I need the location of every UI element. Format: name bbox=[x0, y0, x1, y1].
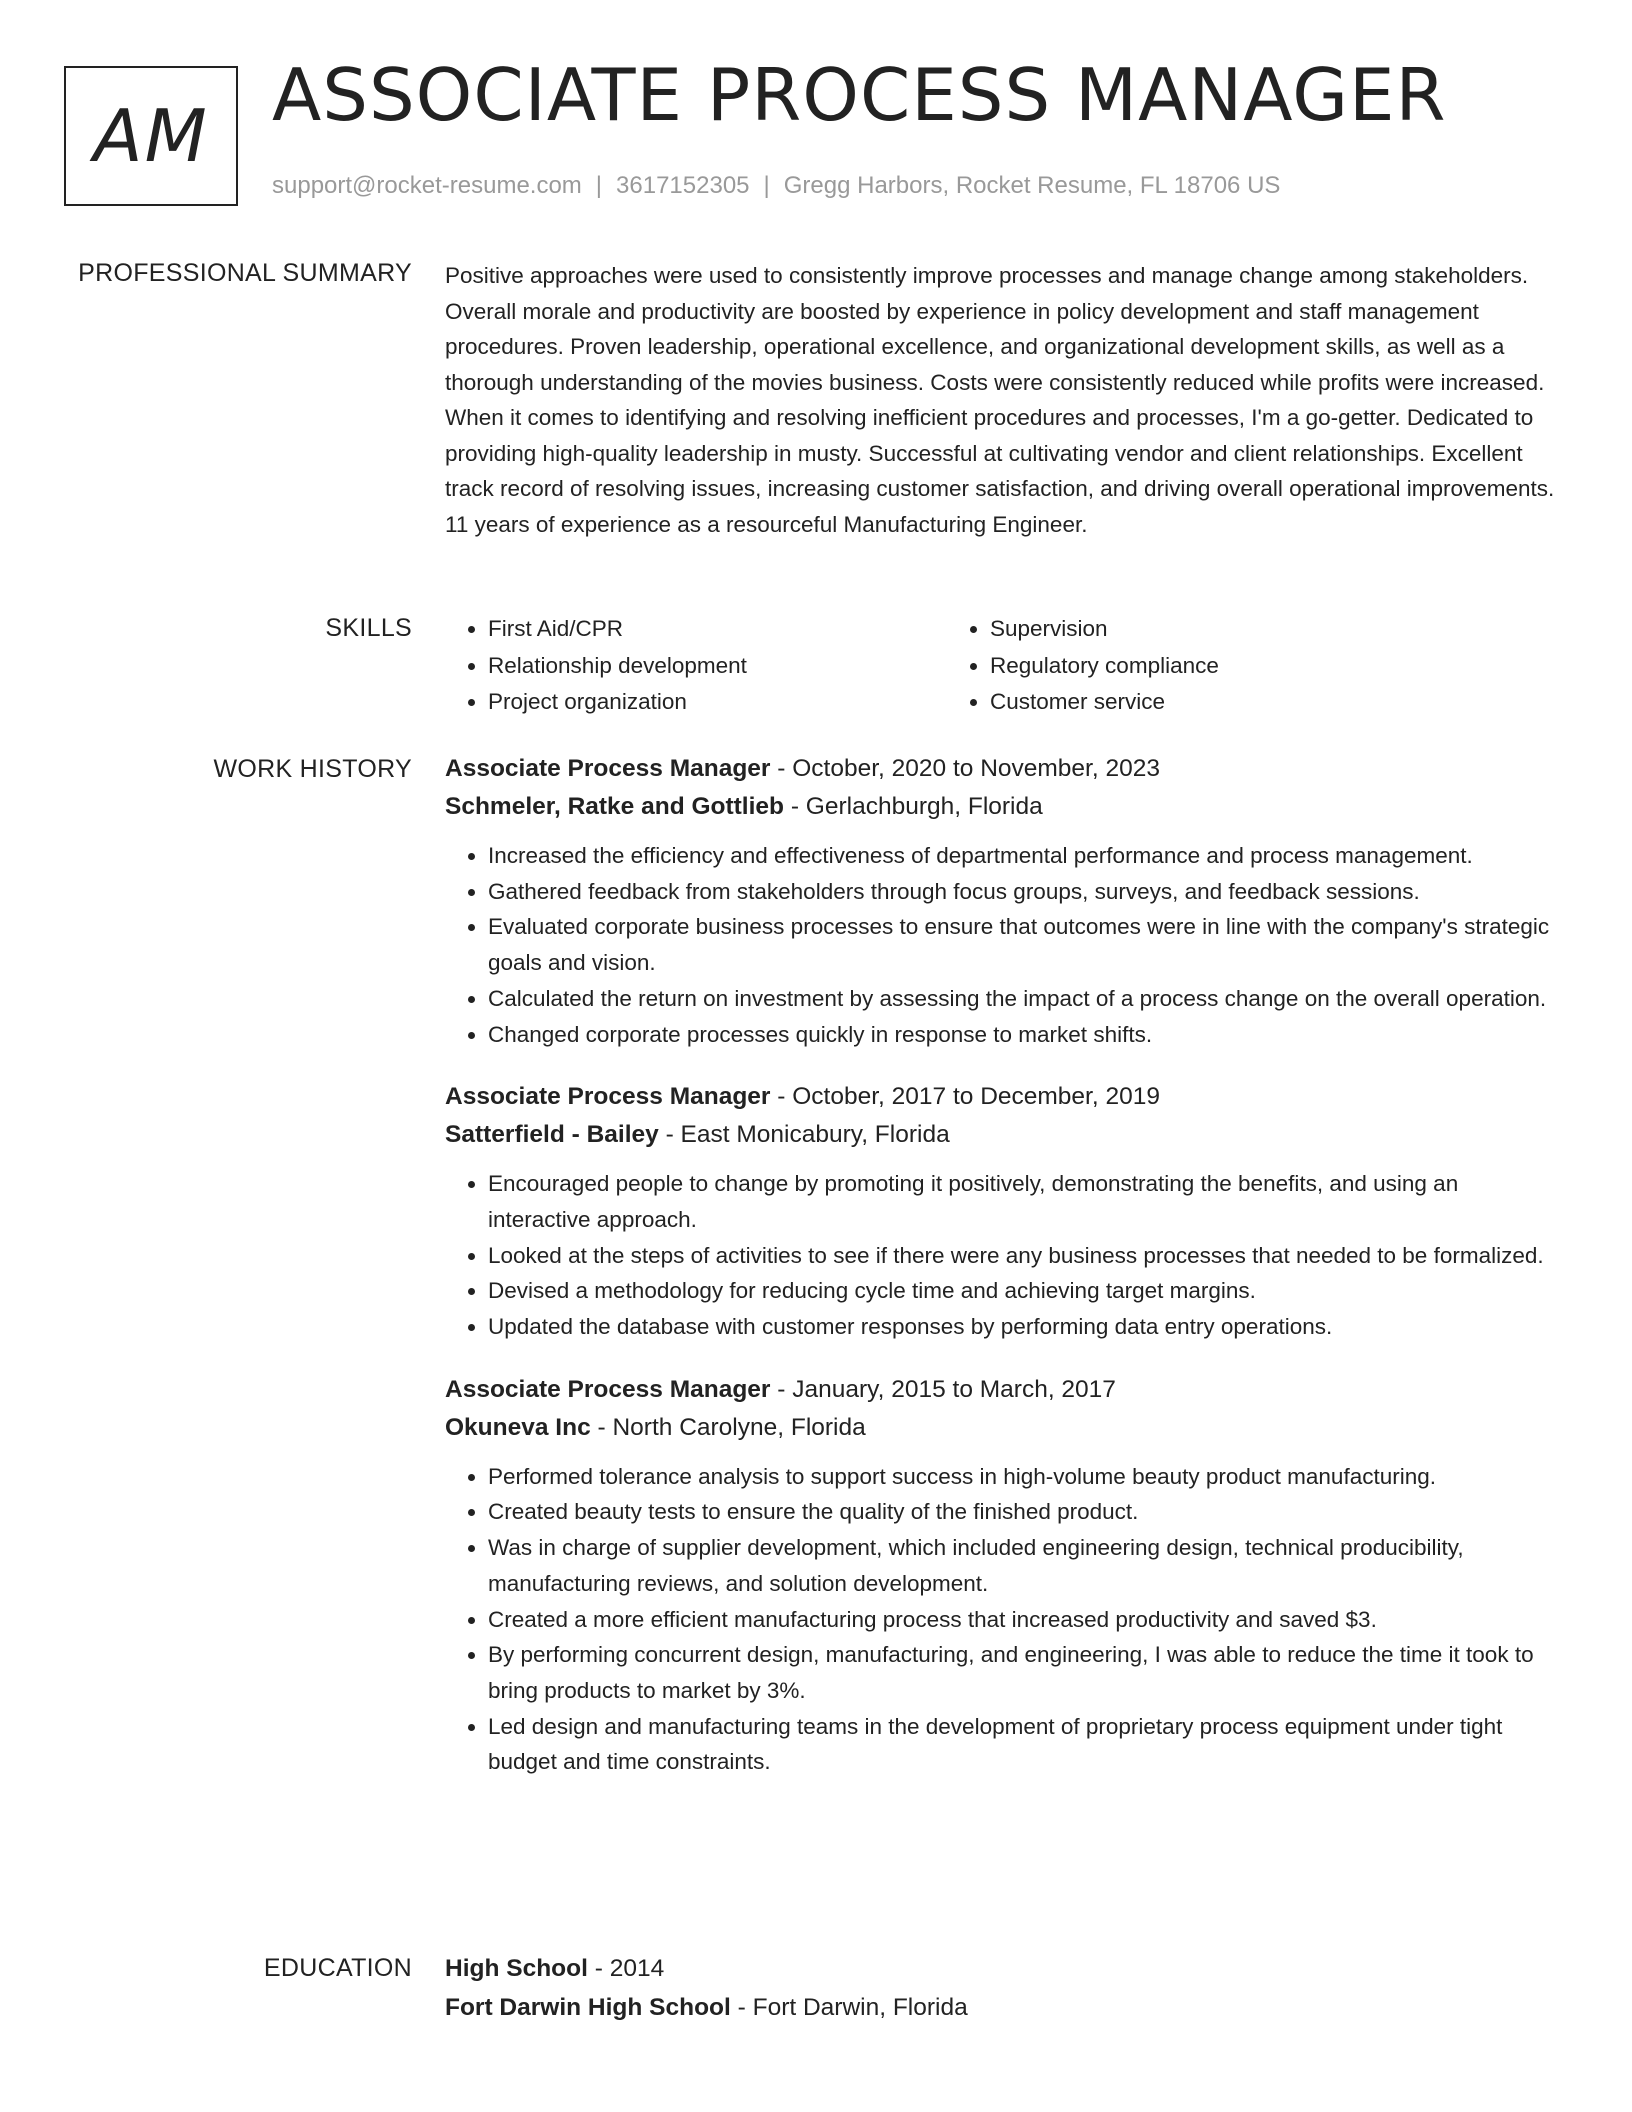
job-location: - North Carolyne, Florida bbox=[590, 1413, 866, 1441]
job-entry bbox=[445, 1078, 1555, 1345]
job-role: Associate Process Manager bbox=[445, 755, 771, 782]
section-title-skills: SKILLS bbox=[325, 614, 412, 642]
job-title-line bbox=[445, 1078, 1555, 1116]
job-bullet: • Performed tolerance analysis to support success in high-volume beauty product manufacturing. bbox=[488, 1459, 1555, 1495]
job-bullets bbox=[445, 838, 1555, 1052]
job-bullet: • Evaluated corporate business processes to ensure that outcomes were in line with the company's strategic goals and vision. bbox=[488, 909, 1555, 980]
contact-email: support@rocket-resume.com bbox=[272, 172, 582, 199]
job-location: - Gerlachburgh, Florida bbox=[784, 793, 1043, 820]
summary-text: Positive approaches were used to consistently improve processes and manage change among stakeholders. Overall morale and productivity are boosted by experience in policy development and staff management procedures. Proven leadership, operational excellence, and organizational development skills, as well as a thorough understanding of the movies business. Costs were consistently reduced while profits were increased. When it comes to identifying and resolving inefficient procedures and processes, I'm a go-getter. Dedicated to providing high-quality leadership in musty. Successful at cultivating vendor and client relationships. Excellent track record of resolving issues, increasing customer satisfaction, and driving overall operational improvements. 11 years of experience as a resourceful Manufacturing Engineer. bbox=[445, 263, 1555, 537]
skill-item: • Project organization bbox=[488, 684, 947, 721]
education-school-line bbox=[445, 1988, 1555, 2027]
job-company-line bbox=[445, 1116, 1555, 1154]
job-bullet: • Changed corporate processes quickly in response to market shifts. bbox=[488, 1017, 1555, 1053]
job-title-line bbox=[445, 750, 1555, 788]
education-degree-line bbox=[445, 1949, 1555, 1988]
education-body bbox=[445, 1949, 1555, 2027]
resume-name-title: ASSOCIATE PROCESS MANAGER bbox=[272, 53, 1447, 137]
job-company: Schmeler, Ratke and Gottlieb bbox=[445, 793, 785, 820]
job-bullets bbox=[445, 1459, 1555, 1780]
job-role: Associate Process Manager bbox=[445, 1375, 771, 1403]
skills-column-2 bbox=[947, 611, 1492, 721]
job-title-line bbox=[445, 1371, 1555, 1409]
contact-address: Gregg Harbors, Rocket Resume, FL 18706 US bbox=[783, 172, 1281, 199]
job-dates: - October, 2020 to November, 2023 bbox=[770, 755, 1160, 782]
job-bullet: • Updated the database with customer responses by performing data entry operations. bbox=[488, 1309, 1555, 1345]
skill-item: • Customer service bbox=[990, 684, 1492, 721]
job-entry bbox=[445, 750, 1555, 1052]
skill-item: • First Aid/CPR bbox=[488, 611, 947, 648]
job-bullet: • Devised a methodology for reducing cycle time and achieving target margins. bbox=[488, 1273, 1555, 1309]
education-school: Fort Darwin High School bbox=[445, 1994, 731, 2021]
skill-item: • Relationship development bbox=[488, 648, 947, 685]
job-bullet: • Created beauty tests to ensure the quality of the finished product. bbox=[488, 1494, 1555, 1530]
job-bullet: • Gathered feedback from stakeholders through focus groups, surveys, and feedback sessions. bbox=[488, 874, 1555, 910]
monogram-initials: AM bbox=[93, 94, 209, 178]
job-entry bbox=[445, 1371, 1555, 1780]
job-company-line bbox=[445, 788, 1555, 826]
skill-item: • Regulatory compliance bbox=[990, 648, 1492, 685]
contact-separator: | bbox=[595, 172, 603, 199]
work-history-body bbox=[445, 750, 1555, 1806]
section-title-work: WORK HISTORY bbox=[213, 755, 412, 783]
skills-list bbox=[445, 611, 1555, 721]
job-role: Associate Process Manager bbox=[445, 1083, 771, 1111]
job-location: - East Monicabury, Florida bbox=[658, 1121, 950, 1149]
job-bullet: • Encouraged people to change by promoting it positively, demonstrating the benefits, and using an interactive approach. bbox=[488, 1166, 1555, 1237]
contact-separator: | bbox=[763, 172, 770, 199]
section-title-education: EDUCATION bbox=[263, 1954, 412, 1982]
job-company-line bbox=[445, 1409, 1555, 1447]
job-dates: - October, 2017 to December, 2019 bbox=[770, 1083, 1160, 1111]
education-location: - Fort Darwin, Florida bbox=[730, 1994, 968, 2021]
job-dates: - January, 2015 to March, 2017 bbox=[770, 1375, 1116, 1403]
contact-line bbox=[272, 172, 1280, 200]
education-year: - 2014 bbox=[587, 1955, 665, 1982]
education-degree: High School bbox=[445, 1955, 588, 1982]
job-bullet: • Created a more efficient manufacturing process that increased productivity and saved $3. bbox=[488, 1602, 1555, 1638]
job-bullets bbox=[445, 1166, 1555, 1345]
section-title-summary: PROFESSIONAL SUMMARY bbox=[78, 259, 412, 287]
skill-item: • Supervision bbox=[990, 611, 1492, 648]
summary-body bbox=[445, 258, 1555, 542]
job-bullet: • Increased the efficiency and effectiveness of departmental performance and process management. bbox=[488, 838, 1555, 874]
skills-column-1 bbox=[445, 611, 947, 721]
job-bullet: • By performing concurrent design, manufacturing, and engineering, I was able to reduce the time it took to bring products to market by 3%. bbox=[488, 1637, 1555, 1708]
job-company: Satterfield - Bailey bbox=[445, 1121, 659, 1149]
job-bullet: • Calculated the return on investment by assessing the impact of a process change on the overall operation. bbox=[488, 981, 1555, 1017]
job-bullet: • Was in charge of supplier development, which included engineering design, technical producibility, manufacturing reviews, and solution development. bbox=[488, 1530, 1555, 1601]
job-company: Okuneva Inc bbox=[445, 1413, 591, 1441]
job-bullet: • Looked at the steps of activities to see if there were any business processes that needed to be formalized. bbox=[488, 1238, 1555, 1274]
contact-phone: 3617152305 bbox=[616, 172, 750, 199]
job-bullet: • Led design and manufacturing teams in the development of proprietary process equipment under tight budget and time constraints. bbox=[488, 1709, 1555, 1780]
monogram-box bbox=[64, 66, 238, 206]
